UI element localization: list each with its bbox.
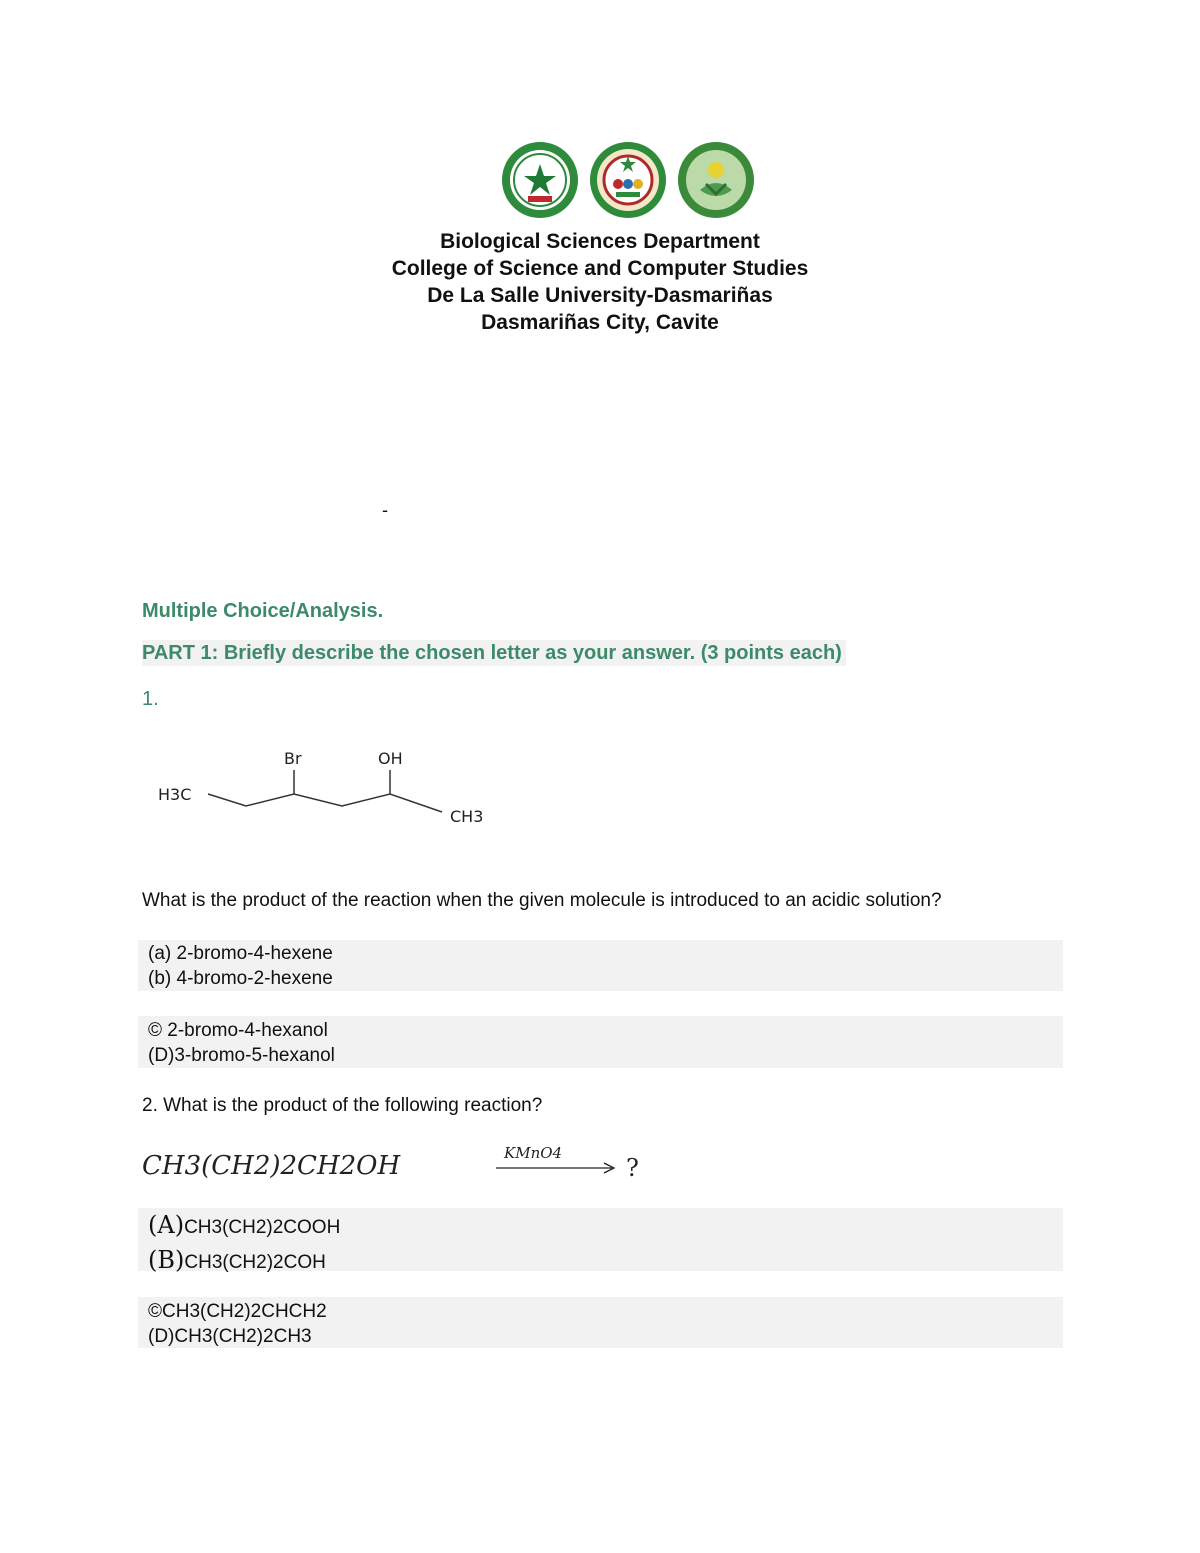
university-location: Dasmariñas City, Cavite [481, 311, 719, 334]
option-a-text: CH3(CH2)2COOH [184, 1217, 341, 1238]
separator-mark: - [382, 500, 388, 520]
question-2-text: 2. What is the product of the following reaction? [142, 1095, 543, 1116]
question-2-option-c: ©CH3(CH2)2CHCH2 [148, 1301, 327, 1322]
reaction-reagent: KMnO4 [504, 1144, 563, 1162]
molecule-oh-label: OH [378, 749, 403, 768]
section-title: Multiple Choice/Analysis. [142, 600, 384, 622]
molecule-right-group: CH3 [450, 807, 484, 826]
molecule-br-label: Br [284, 749, 302, 768]
seal-icon-3 [676, 140, 756, 220]
question-1-option-a: (a) 2-bromo-4-hexene [148, 943, 333, 964]
document-header [300, 228, 900, 336]
part-instructions [142, 642, 846, 665]
question-1-option-b: (b) 4-bromo-2-hexene [148, 968, 333, 989]
question-1-options-group-1 [138, 940, 1063, 991]
department-name: Biological Sciences Department [440, 230, 760, 253]
question-2-option-d: (D)CH3(CH2)2CH3 [148, 1326, 312, 1347]
option-a-letter: (A) [148, 1211, 185, 1239]
question-1-option-c: © 2-bromo-4-hexanol [148, 1020, 328, 1041]
option-b-text: CH3(CH2)2COH [184, 1252, 326, 1273]
part-instructions-text: PART 1: Briefly describe the chosen letter as your answer. (3 points each) [142, 640, 846, 666]
question-2-option-b [138, 1243, 1063, 1278]
reaction-reactant: CH3(CH2)2CH2OH [142, 1151, 401, 1181]
seal-icon-1 [500, 140, 580, 220]
question-1-number: 1. [142, 688, 159, 710]
reaction-product: ? [626, 1154, 639, 1182]
molecule-carbon-chain [208, 794, 442, 812]
university-seals [500, 140, 750, 222]
seal-icon-2 [588, 140, 668, 220]
molecule-diagram [150, 742, 510, 837]
question-1-text: What is the product of the reaction when the given molecule is introduced to an acidic solution? [142, 890, 942, 911]
question-2-options-group-2 [138, 1297, 1063, 1348]
university-name: De La Salle University-Dasmariñas [427, 284, 773, 307]
question-1-options-group-2 [138, 1016, 1063, 1068]
molecule-left-group: H3C [158, 785, 192, 804]
college-name: College of Science and Computer Studies [391, 257, 809, 280]
question-2-option-a [138, 1208, 1063, 1243]
question-1-option-d: (D)3-bromo-5-hexanol [148, 1045, 335, 1066]
reaction-equation [142, 1138, 682, 1188]
question-2-options-group-1 [138, 1208, 1063, 1274]
option-b-letter: (B) [148, 1246, 185, 1274]
